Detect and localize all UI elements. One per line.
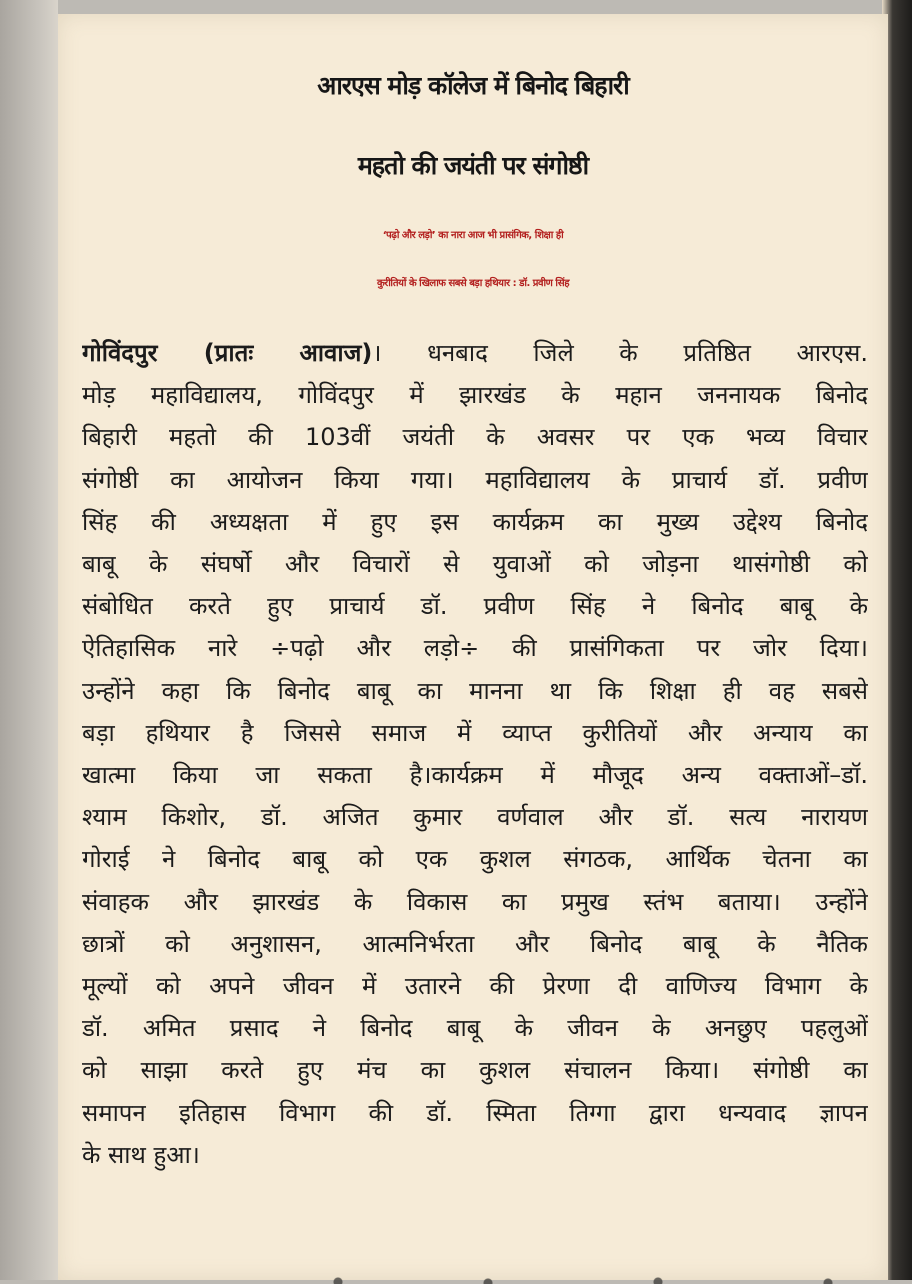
article-headline <box>58 46 888 206</box>
body-line: गोराई ने बिनोद बाबू को एक कुशल संगठक, आर्थिक चेतना का <box>82 845 868 874</box>
body-line: सिंह की अध्यक्षता में हुए इस कार्यक्रम का मुख्य उद्देश्य बिनोद <box>82 507 868 536</box>
newspaper-clipping <box>58 14 888 1280</box>
body-line: के साथ हुआ। <box>82 1140 200 1169</box>
body-line: बाबू के संघर्षो और विचारों से युवाओं को जोड़ना थासंगोष्ठी को <box>82 550 868 579</box>
body-line: छात्रों को अनुशासन, आत्मनिर्भरता और बिनोद बाबू के नैतिक <box>82 929 868 958</box>
headline-line-1: आरएस मोड़ कॉलेज में बिनोद बिहारी <box>317 71 629 100</box>
headline-line-2: महतो की जयंती पर संगोष्ठी <box>357 151 589 180</box>
page-gutter-shadow <box>0 0 58 1280</box>
body-line <box>82 332 868 374</box>
article-subheadline <box>58 212 888 308</box>
body-line: उन्होंने कहा कि बिनोद बाबू का मानना था कि शिक्षा ही वह सबसे <box>82 676 868 705</box>
article-body <box>82 332 868 1176</box>
body-line: संगोष्ठी का आयोजन किया गया। महाविद्यालय के प्राचार्य डॉ. प्रवीण <box>82 465 868 494</box>
next-article-cutoff <box>328 1276 848 1284</box>
body-line: बिहारी महतो की 103वीं जयंती के अवसर पर एक भव्य विचार <box>82 423 868 452</box>
subheadline-line-2: कुरीतियों के खिलाफ सबसे बड़ा हथियार : डॉ. प्रवीण सिंह <box>376 278 570 289</box>
body-line: श्याम किशोर, डॉ. अजित कुमार वर्णवाल और डॉ. सत्य नारायण <box>82 803 868 832</box>
body-line: समापन इतिहास विभाग की डॉ. स्मिता तिग्गा द्वारा धन्यवाद ज्ञापन <box>82 1098 868 1127</box>
body-line: संवाहक और झारखंड के विकास का प्रमुख स्तंभ बताया। उन्होंने <box>82 887 868 916</box>
body-line: मूल्यों को अपने जीवन में उतारने की प्रेरणा दी वाणिज्य विभाग के <box>82 972 868 1001</box>
body-line: बड़ा हथियार है जिससे समाज में व्याप्त कुरीतियों और अन्याय का <box>82 718 868 747</box>
body-line: मोड़ महाविद्यालय, गोविंदपुर में झारखंड के महान जननायक बिनोद <box>82 381 868 410</box>
body-line: संबोधित करते हुए प्राचार्य डॉ. प्रवीण सिंह ने बिनोद बाबू के <box>82 592 868 621</box>
body-line: को साझा करते हुए मंच का कुशल संचालन किया। संगोष्ठी का <box>82 1056 868 1085</box>
body-line-text: । धनबाद जिले के प्रतिष्ठित आरएस. <box>372 339 868 367</box>
subheadline-line-1: ‘पढ़ो और लड़ो’ का नारा आज भी प्रासंगिक, शिक्षा ही <box>382 230 564 241</box>
body-line: डॉ. अमित प्रसाद ने बिनोद बाबू के जीवन के अनछुए पहलुओं <box>82 1014 868 1043</box>
article-dateline: गोविंदपुर (प्रातः आवाज) <box>82 339 373 367</box>
body-line: खात्मा किया जा सकता है।कार्यक्रम में मौजूद अन्य वक्ताओं–डॉ. <box>82 761 868 790</box>
body-line: ऐतिहासिक नारे ÷पढ़ो और लड़ो÷ की प्रासंगिकता पर जोर दिया। <box>82 634 868 663</box>
